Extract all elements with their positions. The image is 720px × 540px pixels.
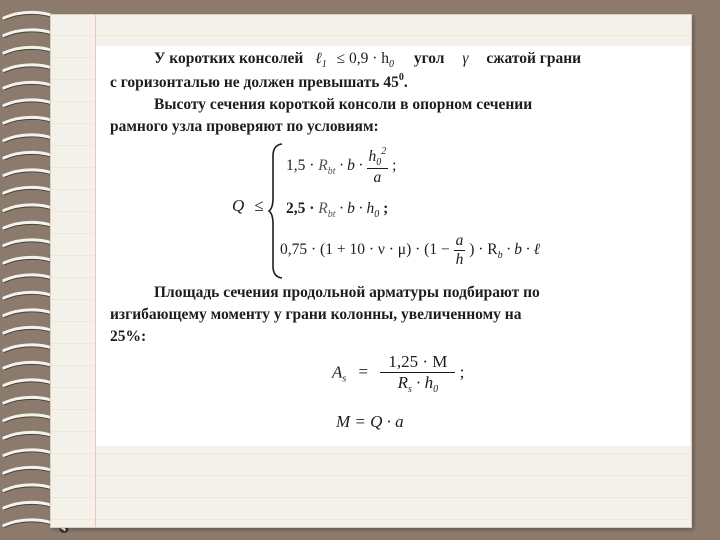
formula-case-3: 0,75 · (1 + 10 · ν · μ) · (1 − $\frac{a}{h}$ ) · $R_b \cdot b$ · ℓ [280, 232, 541, 268]
ruled-line [51, 475, 691, 476]
text-segment: сжатой грани [486, 50, 582, 67]
formula-q-leq: Q ≤ [232, 196, 264, 215]
paragraph-2-line-1: Высоту сечения короткой консоли в опорном сечении [154, 96, 533, 113]
formula-case-1: $1,5 \cdot R_{bt} \cdot b$ · $\frac{h_0^2}{a}$ ; [286, 146, 397, 186]
text-segment: У коротких консолей [154, 50, 304, 67]
paragraph-1-line-2: с горизонталью не должен превышать $45^0$. [110, 72, 408, 91]
paragraph-2-line-2: рамного узла проверяют по условиям: [110, 118, 379, 135]
paragraph-3-line-3: 25%: [110, 328, 147, 345]
ruled-line [51, 519, 691, 520]
fraction: $\frac{a}{h}$ [455, 232, 464, 268]
paragraph-1-line-1 [96, 50, 690, 70]
length-condition: ≤ $0,9 \cdot h_0$ [336, 50, 394, 70]
paragraph-3-line-2: изгибающему моменту у грани колонны, увеличенному на [110, 306, 522, 323]
formula-as: $A_s$ = $\frac{1,25 \cdot M}{R_s \cdot h_0}$ ; [332, 352, 465, 395]
fraction: $\frac{h_0^2}{a}$ [368, 146, 387, 186]
text-segment: угол [413, 50, 445, 67]
ruled-line [51, 497, 691, 498]
formula-case-2: $2,5 \cdot R_{bt} \cdot b \cdot h_0$ ; [286, 200, 389, 220]
ruled-line [51, 453, 691, 454]
paragraph-3-line-1: Площадь сечения продольной арматуры подбирают по [154, 284, 540, 301]
formula-m: M = Q · a [336, 412, 404, 431]
ruled-line [51, 35, 691, 36]
ell-symbol: ℓ$_1$ [315, 50, 327, 70]
gamma-symbol: γ [462, 50, 469, 67]
content-card [96, 46, 690, 446]
fraction: $\frac{1,25 \cdot M}{R_s \cdot h_0}$ [380, 352, 455, 395]
